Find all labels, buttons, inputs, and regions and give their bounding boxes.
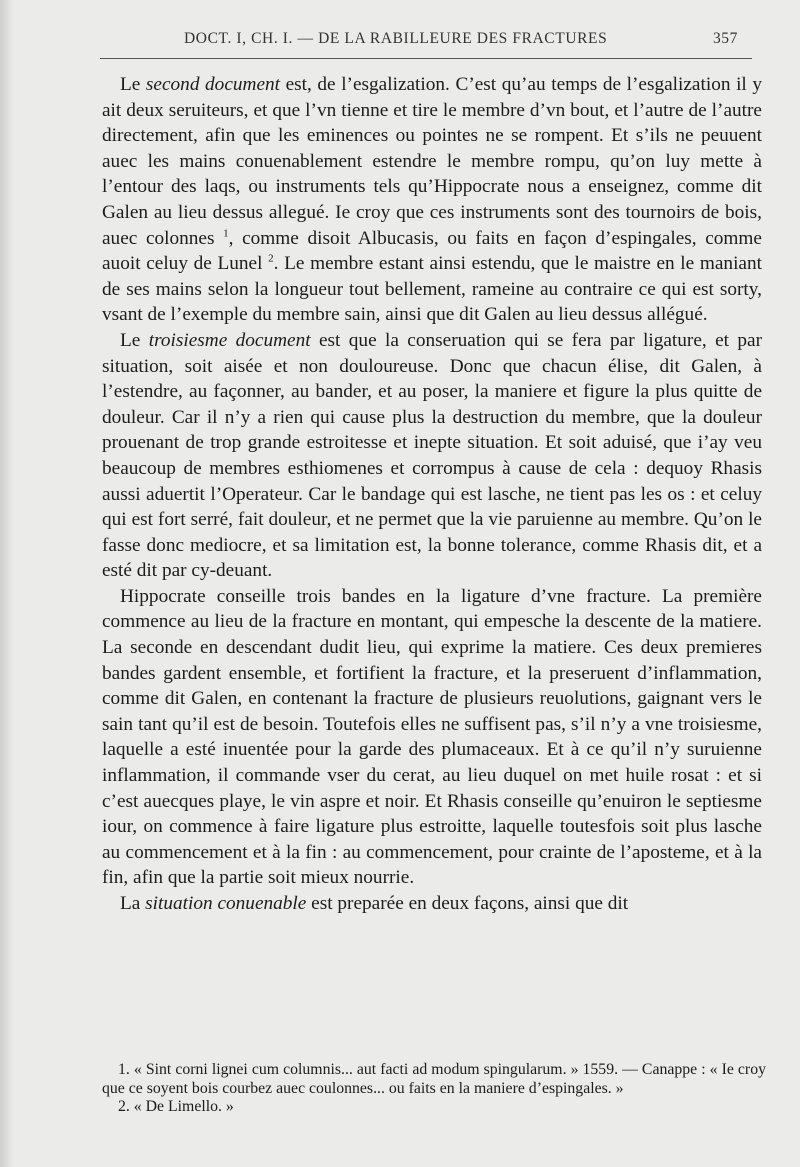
paragraph-hippocrate-bandes: Hippocrate conseille trois bandes en la ligature d’vne fracture. La première commence au lieu de la fracture en montant, qui empesche la descente de la matiere. La seconde en descendant dudit lieu, qui exprime la matiere. Ces deux premieres bandes gardent ensemble, et fortifient la fracture, et la preseruent d’inflammation, comme dit Galen, en contenant la fracture de plusieurs reuolutions, gaignant vers le sain tant qu’il est de besoin. Toutefois elles ne suffisent pas, s’il n’y a vne troisiesme, laquelle a esté inuentée pour la garde des plumaceaux. Et à ce qu’il n’y suruienne inflammation, il commande vser du cerat, au lieu duquel on met huile rosat : et si c’est auecques playe, le vin aspre et noir. Et Rhasis conseille qu’enuiron le septiesme iour, on commence à faire ligature plus estroitte, laquelle toutesfois soit plus lasche au commencement et à la fin : au commencement, pour crainte de l’aposteme, et à la fin, afin que la partie soit mieux nourrie.	[102, 585, 762, 889]
running-header	[100, 30, 764, 52]
header-rule	[100, 58, 752, 59]
emphasis-situation: situation conuenable	[145, 893, 307, 914]
footnote-ref-1: 1	[223, 227, 229, 240]
paragraph-third-document: Le troisiesme document est que la conseruation qui se fera par ligature, et par situation, soit aisée et non douloureuse. Donc que chacun élise, dit Galen, à l’estendre, au façonner, au bander, et au poser, la maniere et figure la plus quitte de douleur. Car il n’y a rien qui cause plus la destruction du membre, que la douleur prouenant de trop grande estroitesse et inepte situation. Et soit aduisé, que i’ay veu beaucoup de membres esthiomenes et corrompus à cause de cela : dequoy Rhasis aussi aduertit l’Operateur. Car le bandage qui est lasche, ne tient pas les os : et celuy qui est fort serré, fait douleur, et ne permet que la vie paruienne au membre. Qu’on le fasse donc mediocre, et sa limitation est, la bonne tolerance, comme Rhasis dit, et a esté dit par cy-deuant.	[102, 329, 763, 582]
gutter-shadow	[0, 0, 14, 1167]
page-number: 357	[712, 30, 738, 47]
footnote-ref-2: 2	[268, 252, 274, 265]
footnote-1: 1. « Sint corni lignei cum columnis... aut facti ad modum spingularum. » 1559. — Canappe : « Ie croy que ce soyent bois courbez auec coulonnes... ou faits en la maniere d’espingales. »	[102, 1061, 766, 1097]
emphasis-second-document: second document	[145, 74, 281, 95]
running-title: DOCT. I, CH. I. — DE LA RABILLEURE DES FRACTURES	[184, 30, 608, 47]
main-text	[102, 72, 762, 917]
paragraph-second-document: Le second document est, de l’esgalization. C’est qu’au temps de l’esgalization il y ait deux seruiteurs, et que l’vn tienne et tire le membre d’vn bout, et l’autre de l’autre directement, afin que les eminences ou pointes ne se rompent. Et s’ils ne peuuent auec les mains conuenablement estendre le membre rompu, qu’on luy mette à l’entour des laqs, ou instruments tels qu’Hippocrate nous a enseignez, comme dit Galen au lieu dessus allegué. Ie croy que ces instruments sont des tournoirs de bois, auec colonnes $^1$, comme disoit Albucasis, ou faits en façon d’espingales, comme auoit celuy de Lunel $^2$. Le membre estant ainsi estendu, que le maistre en le maniant de ses mains selon la longueur tout bellement, rameine au contraire ce qui est sorty, vsant de l’exemple du membre sain, ainsi que dit Galen au lieu dessus allégué.	[102, 74, 763, 326]
paragraph-situation: La situation conuenable est preparée en deux façons, ainsi que dit	[120, 893, 629, 914]
footnotes	[102, 1061, 766, 1117]
emphasis-third-document: troisiesme document	[148, 329, 311, 351]
footnote-2: 2. « De Limello. »	[118, 1098, 234, 1116]
